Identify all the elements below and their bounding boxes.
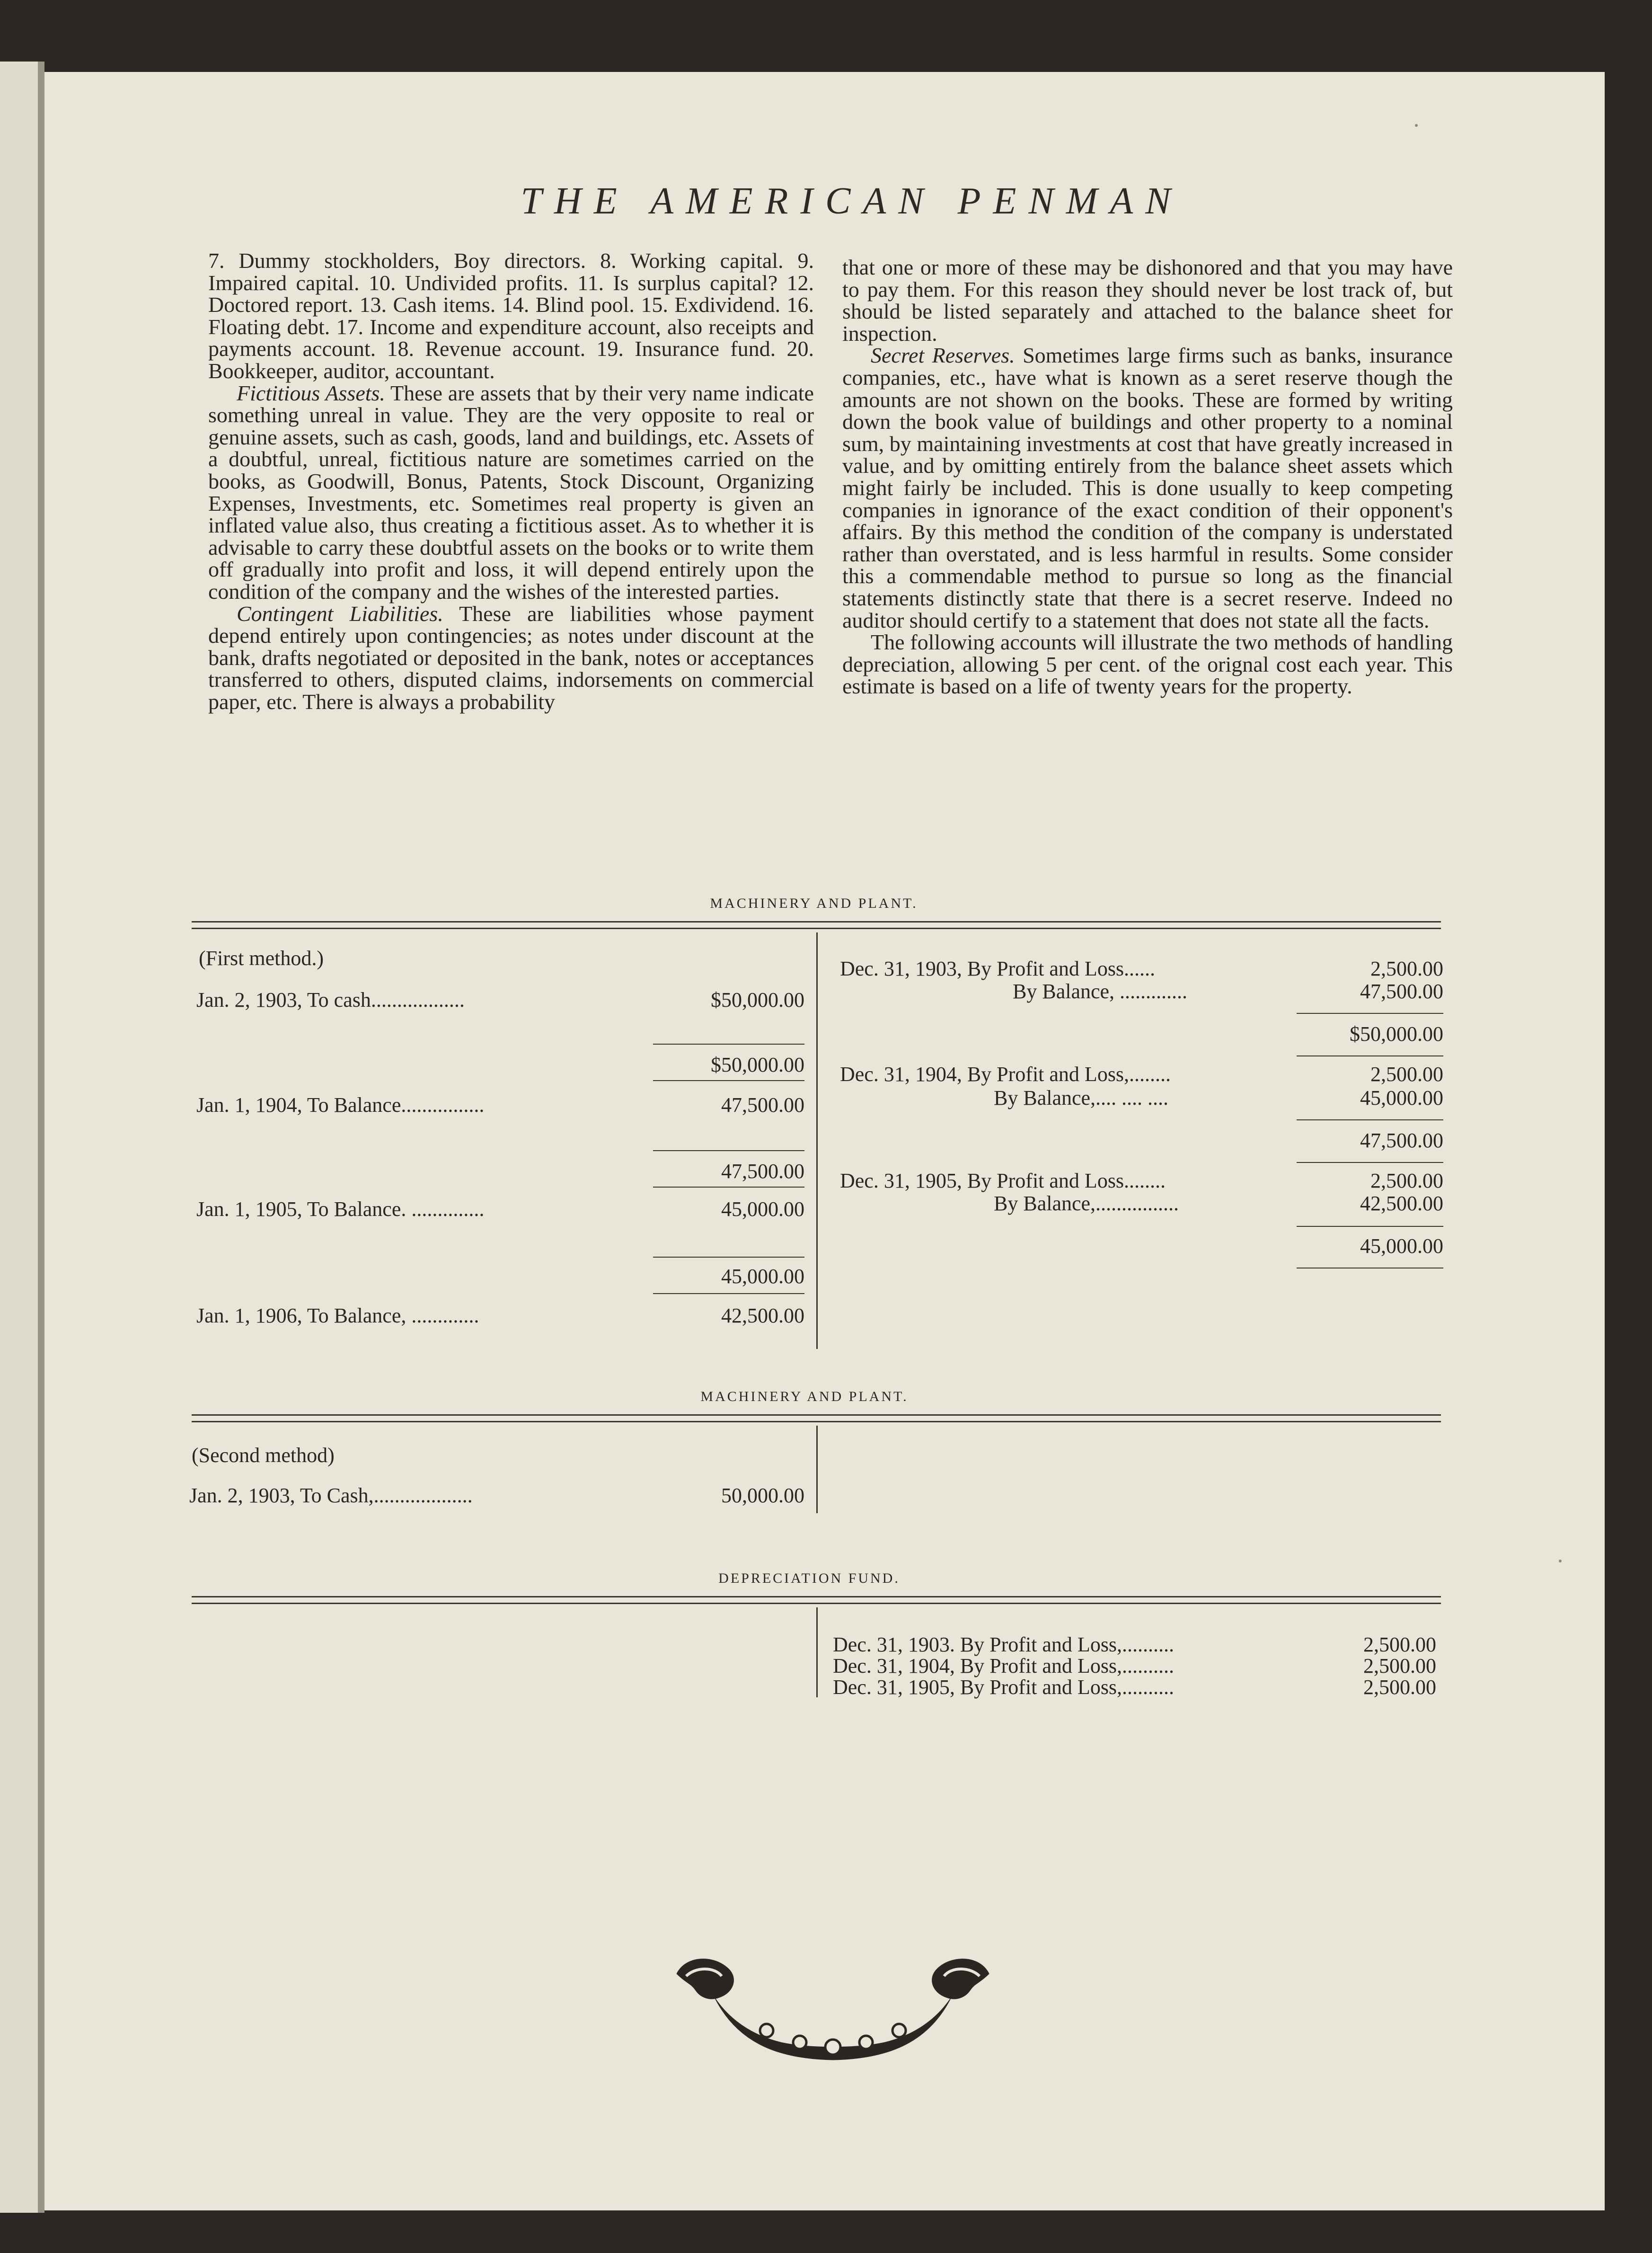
- left-column: [208, 250, 814, 713]
- ledger3-credit-1-amount: 2,500.00: [1363, 1633, 1436, 1656]
- left-butterfly-icon: [677, 1959, 733, 1999]
- ledger1-credit-1-text: Dec. 31, 1903, By Profit and Loss......: [840, 957, 1156, 980]
- ledger1-credit-2-amount: 47,500.00: [1360, 980, 1443, 1003]
- ledger3-center-line: [816, 1607, 818, 1697]
- ledger3-credit-1-text: Dec. 31, 1903. By Profit and Loss,..........: [833, 1633, 1175, 1656]
- secret-reserves-heading: Secret Reserves.: [871, 343, 1015, 368]
- ledger1-credit-total-2: 47,500.00: [1360, 1129, 1443, 1152]
- contingent-liabilities-body: These are liabilities whose payment depend entirely upon contingencies; as notes under discount at the bank, drafts negotiated or deposited in the bank, notes or acceptances transferred to others, disputed claims, indorsements on commercial paper, etc. There is always a probability: [208, 601, 814, 714]
- left-paragraph-1: 7. Dummy stockholders, Boy directors. 8. Working capital. 9. Impaired capital. 10. Undivided profits. 11. Is surplus capital? 12. Doctored report. 13. Cash items. 14. Blind pool. 15. Exdividend. 16. Floating debt. 17. Income and expenditure account, also receipts and payments account. 18. Revenue account. 19. Insurance fund. 20. Bookkeeper, auditor, accountant.: [208, 248, 814, 383]
- ledger1-debit-2-amount: 47,500.00: [721, 1093, 804, 1117]
- ledger1-credit-5-text: Dec. 31, 1905, By Profit and Loss........: [840, 1169, 1166, 1192]
- ledger1-credit-total-1: $50,000.00: [1350, 1022, 1443, 1046]
- ledger1-credit-5-amount: 2,500.00: [1370, 1169, 1443, 1192]
- ledger1-heading: MACHINERY AND PLANT.: [710, 896, 918, 911]
- ledger1-credit-2-text: By Balance, .............: [1013, 980, 1188, 1003]
- ledger1-total-rule: [653, 1150, 804, 1151]
- facing-page-edge: [0, 62, 38, 2213]
- ledger3-credit-2-amount: 2,500.00: [1363, 1654, 1436, 1677]
- ledger1-top-rule-2: [192, 928, 1441, 929]
- ledger1-top-rule: [192, 921, 1441, 922]
- garland-ornament: [658, 1950, 1008, 2064]
- fictitious-assets-heading: Fictitious Assets.: [237, 381, 385, 405]
- book-gutter: [38, 62, 44, 2213]
- fictitious-assets-body: These are assets that by their very name indicate something unreal in value. They are the very opposite to real or genuine assets, such as cash, goods, land and buildings, etc. Assets of a doubtful, unreal, fictitious nature are sometimes carried on the books, as Goodwill, Bonus, Patents, Stock Discount, Organizing Expenses, Investments, etc. Sometimes real property is given an inflated value also, thus creating a fictitious asset. As to whether it is advisable to carry these doubtful assets on the books or to write them off gradually into profit and loss, it will depend entirely upon the condition of the company and the wishes of the interested parties.: [208, 381, 814, 603]
- ledger1-credit-4-amount: 45,000.00: [1360, 1086, 1443, 1109]
- ledger1-credit-4-text: By Balance,.... .... ....: [994, 1086, 1169, 1109]
- ledger1-total-rule: [653, 1257, 804, 1258]
- ledger2-center-line: [816, 1426, 818, 1513]
- ledger1-credit-6-text: By Balance,................: [994, 1192, 1179, 1215]
- ledger1-debit-1-amount: $50,000.00: [711, 988, 804, 1011]
- ledger1-total-underline: [1297, 1162, 1443, 1163]
- ledger2-debit-text: Jan. 2, 1903, To Cash,...................: [189, 1484, 473, 1507]
- ledger1-debit-3-amount: 45,000.00: [721, 1197, 804, 1221]
- ledger1-debit-1-text: Jan. 2, 1903, To cash..................: [196, 988, 465, 1011]
- ledger1-total-rule: [1297, 1119, 1443, 1120]
- right-paragraph-1: that one or more of these may be dishonored and that you may have to pay them. For this reason they should never be lost track of, but should be listed separately and attached to the balance sheet for inspection.: [842, 255, 1453, 346]
- ledger3-credit-2-text: Dec. 31, 1904, By Profit and Loss,..........: [833, 1654, 1175, 1677]
- ledger3-credit-3-text: Dec. 31, 1905, By Profit and Loss,..........: [833, 1676, 1175, 1699]
- right-column: [842, 257, 1453, 698]
- right-paragraph-2: [842, 345, 1453, 631]
- ledger2-top-rule-2: [192, 1421, 1441, 1422]
- ledger1-credit-3-text: Dec. 31, 1904, By Profit and Loss,........: [840, 1063, 1171, 1086]
- ledger1-total-rule: [1297, 1226, 1443, 1227]
- scan-speck: [1559, 1560, 1562, 1562]
- ledger2-top-rule: [192, 1414, 1441, 1416]
- ledger1-debit-4-text: Jan. 1, 1906, To Balance, .............: [196, 1304, 479, 1327]
- ledger1-total-rule: [1297, 1013, 1443, 1014]
- running-head: THE AMERICAN PENMAN: [521, 180, 1183, 222]
- ledger1-total-underline: [653, 1293, 804, 1294]
- ledger1-total-rule: [653, 1044, 804, 1045]
- ledger2-debit-amount: 50,000.00: [721, 1484, 804, 1507]
- scan-speck: [1415, 124, 1418, 127]
- ledger1-debit-total-1: $50,000.00: [711, 1053, 804, 1076]
- ledger1-center-line: [816, 932, 818, 1349]
- right-paragraph-3: The following accounts will illustrate the two methods of handling depreciation, allowing 5 per cent. of the orignal cost each year. This estimate is based on a life of twenty years for the property.: [842, 630, 1453, 699]
- left-paragraph-3: [208, 603, 814, 713]
- left-paragraph-2: [208, 382, 814, 603]
- ledger1-credit-6-amount: 42,500.00: [1360, 1192, 1443, 1215]
- ledger3-heading: DEPRECIATION FUND.: [718, 1570, 900, 1586]
- ledger1-debit-2-text: Jan. 1, 1904, To Balance................: [196, 1093, 485, 1117]
- ledger1-credit-1-amount: 2,500.00: [1370, 957, 1443, 980]
- ledger3-top-rule-2: [192, 1603, 1441, 1604]
- ledger1-credit-total-3: 45,000.00: [1360, 1234, 1443, 1258]
- contingent-liabilities-heading: Contingent Liabilities.: [237, 601, 443, 626]
- ledger3-top-rule: [192, 1596, 1441, 1597]
- ledger2-heading: MACHINERY AND PLANT.: [700, 1389, 909, 1404]
- ledger2-method: (Second method): [192, 1444, 335, 1467]
- ledger1-method: (First method.): [199, 947, 324, 970]
- ledger1-total-underline: [653, 1080, 804, 1081]
- ledger1-debit-total-3: 45,000.00: [721, 1265, 804, 1288]
- right-butterfly-icon: [932, 1959, 989, 1999]
- ledger1-debit-4-amount: 42,500.00: [721, 1304, 804, 1327]
- secret-reserves-body: Sometimes large firms such as banks, insurance companies, etc., have what is known as a seret reserve though the amounts are not shown on the books. These are formed by writing down the book value of buildings and other property to a nominal sum, by maintaining investments at cost that have greatly increased in value, and by omitting entirely from the balance sheet assets which might fairly be included. This is done usually to keep competing companies in ignorance of the exact condition of their opponent's affairs. By this method the condition of the company is understated rather than overstated, and is less harmful in results. Some consider this a commendable method to pursue so long as the financial statements distinctly state that there is a secret reserve. Indeed no auditor should certify to a statement that does not state all the facts.: [842, 343, 1453, 632]
- ledger1-debit-total-2: 47,500.00: [721, 1160, 804, 1183]
- ledger1-debit-3-text: Jan. 1, 1905, To Balance. ..............: [196, 1197, 485, 1221]
- ledger1-credit-3-amount: 2,500.00: [1370, 1063, 1443, 1086]
- ledger3-credit-3-amount: 2,500.00: [1363, 1676, 1436, 1699]
- ledger1-total-underline: [653, 1187, 804, 1188]
